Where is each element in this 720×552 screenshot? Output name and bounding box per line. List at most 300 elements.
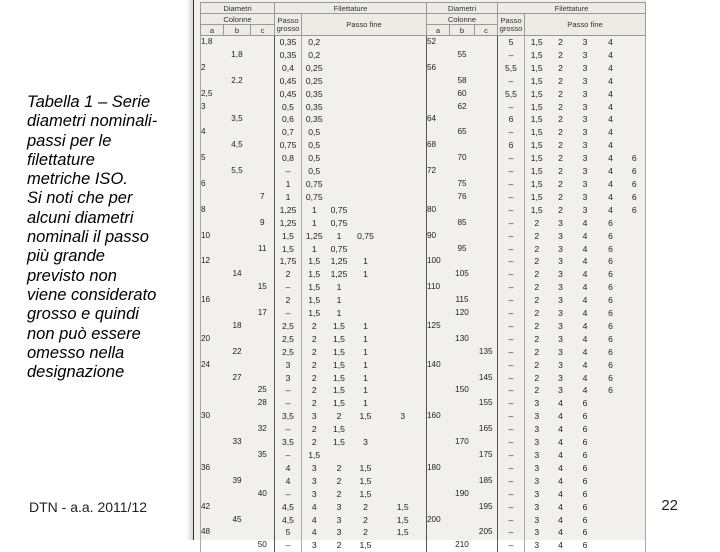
table-cell: 2 xyxy=(558,75,563,86)
table-cell: 0,6 xyxy=(275,113,302,126)
table-cell: 17 xyxy=(257,308,267,318)
table-cell: 160 xyxy=(427,410,450,423)
table-cell xyxy=(475,62,498,75)
table-cell: 2 xyxy=(558,37,563,47)
table-row xyxy=(201,488,646,501)
table-cell: 48 xyxy=(201,526,224,539)
table-cell xyxy=(251,113,275,126)
table-cell xyxy=(201,307,224,320)
table-cell xyxy=(450,204,475,217)
table-cell xyxy=(380,178,427,191)
table-cell: 3 xyxy=(558,230,563,241)
table-row xyxy=(201,113,646,126)
table-cell xyxy=(251,462,275,475)
table-cell: 150 xyxy=(455,385,469,395)
table-cell: 55 xyxy=(457,49,467,59)
table-cell xyxy=(251,346,275,359)
table-cell: 0,75 xyxy=(275,139,302,152)
page-number: 22 xyxy=(661,497,678,514)
table-cell: 130 xyxy=(455,333,469,343)
table-cell xyxy=(598,526,624,539)
table-cell xyxy=(427,423,450,436)
table-cell xyxy=(380,539,427,552)
table-cell: 145 xyxy=(478,372,493,382)
scan-edge-shadow xyxy=(186,0,193,540)
table-cell: 24 xyxy=(201,359,224,372)
table-cell: 2 xyxy=(525,268,549,281)
table-cell: 90 xyxy=(427,230,450,243)
table-row xyxy=(201,281,646,294)
table-cell xyxy=(624,423,646,436)
table-cell xyxy=(475,36,498,49)
table-cell: 5 xyxy=(201,152,224,165)
table-cell: – xyxy=(275,307,302,320)
table-cell: – xyxy=(498,217,525,230)
table-cell xyxy=(327,449,352,462)
table-cell: 3 xyxy=(582,75,588,86)
table-cell: 1 xyxy=(363,346,368,357)
table-cell: 2 xyxy=(302,423,327,436)
table-cell: 4 xyxy=(608,62,613,73)
table-cell xyxy=(224,281,251,294)
table-cell: – xyxy=(498,526,525,539)
table-cell: 2 xyxy=(302,333,327,346)
table-cell xyxy=(251,255,275,268)
table-cell: 2 xyxy=(201,62,224,75)
table-cell: 7 xyxy=(259,191,265,201)
table-cell xyxy=(450,397,475,410)
table-cell: 6 xyxy=(608,282,613,293)
table-cell: 0,35 xyxy=(275,49,302,62)
table-cell xyxy=(380,165,427,178)
table-cell xyxy=(380,320,427,333)
table-cell xyxy=(201,514,224,527)
table-cell: 4 xyxy=(608,37,613,47)
table-cell: 4 xyxy=(558,411,563,422)
table-cell: 2 xyxy=(336,462,342,473)
table-cell xyxy=(352,113,380,126)
table-cell: 4 xyxy=(558,488,563,499)
table-cell xyxy=(380,423,427,436)
table-cell: 4 xyxy=(582,320,588,331)
table-cell: 6 xyxy=(608,256,613,267)
table-cell: 3 xyxy=(582,62,588,73)
table-cell xyxy=(427,126,450,139)
table-cell xyxy=(598,410,624,423)
table-cell xyxy=(251,204,275,217)
table-cell xyxy=(475,384,498,397)
table-cell xyxy=(352,243,380,256)
table-cell: 16 xyxy=(201,294,224,307)
table-cell xyxy=(475,178,498,191)
table-cell: 6 xyxy=(582,450,588,460)
table-cell xyxy=(475,101,498,114)
table-cell xyxy=(201,281,224,294)
table-cell: 4 xyxy=(582,243,588,254)
table-cell: – xyxy=(498,488,525,501)
table-cell: 0,75 xyxy=(302,191,327,204)
table-cell: 5,5 xyxy=(498,62,525,75)
table-cell: 5 xyxy=(498,36,525,49)
table-cell: 4 xyxy=(608,191,613,202)
table-cell xyxy=(624,539,646,552)
table-cell: 4 xyxy=(608,166,613,177)
table-cell xyxy=(251,320,275,333)
table-cell: – xyxy=(275,423,302,436)
table-cell: 68 xyxy=(427,139,450,152)
table-cell xyxy=(475,255,498,268)
table-cell: 3 xyxy=(582,204,588,215)
table-cell: 1,25 xyxy=(302,230,327,243)
table-cell xyxy=(251,268,275,281)
table-cell: 3 xyxy=(582,49,588,60)
table-cell xyxy=(598,475,624,488)
table-cell: 85 xyxy=(457,217,467,227)
table-cell: 2 xyxy=(302,359,327,372)
table-cell: 170 xyxy=(455,437,469,447)
table-cell xyxy=(380,307,427,320)
table-cell xyxy=(380,462,427,475)
table-cell: 6 xyxy=(608,217,613,228)
table-cell: 0,2 xyxy=(302,49,327,62)
table-cell xyxy=(427,372,450,385)
table-cell xyxy=(450,62,475,75)
table-cell: 3,5 xyxy=(275,436,302,449)
table-cell: 0,25 xyxy=(302,62,327,75)
table-cell xyxy=(450,320,475,333)
table-cell: 6 xyxy=(201,178,224,191)
table-cell xyxy=(352,75,380,88)
table-cell xyxy=(224,126,251,139)
table-cell: 2 xyxy=(363,514,368,525)
table-cell: 1 xyxy=(363,256,368,267)
table-cell xyxy=(201,217,224,230)
table-cell xyxy=(380,255,427,268)
table-cell: 1,8 xyxy=(201,36,224,49)
table-cell: 185 xyxy=(478,475,493,485)
table-cell xyxy=(327,75,352,88)
table-cell: 1,5 xyxy=(525,113,549,126)
table-cell: 4 xyxy=(608,127,613,138)
table-cell xyxy=(475,514,498,527)
table-cell xyxy=(427,178,450,191)
table-cell: 70 xyxy=(457,153,467,163)
table-cell: 1,5 xyxy=(359,540,372,551)
table-cell xyxy=(380,101,427,114)
table-cell: – xyxy=(498,397,525,410)
table-cell: 6 xyxy=(498,139,525,152)
table-cell xyxy=(380,139,427,152)
table-cell: 1,5 xyxy=(525,101,549,114)
table-cell: 20 xyxy=(201,333,224,346)
table-cell: 1 xyxy=(275,191,302,204)
table-cell: – xyxy=(498,384,525,397)
table-cell xyxy=(352,88,380,101)
table-cell: – xyxy=(498,101,525,114)
table-cell: 2,5 xyxy=(201,88,224,101)
table-cell xyxy=(427,217,450,230)
table-cell: 1,5 xyxy=(333,398,345,409)
table-cell: 1,5 xyxy=(525,62,549,75)
table-cell: – xyxy=(498,152,525,165)
table-cell xyxy=(224,294,251,307)
table-cell: 6 xyxy=(624,152,646,165)
table-cell: 36 xyxy=(201,462,224,475)
table-cell xyxy=(598,449,624,462)
table-cell: 2 xyxy=(558,88,563,99)
table-cell xyxy=(427,75,450,88)
table-caption: Tabella 1 – Serie diametri nominali- passi per le filettature metriche ISO. Si noti che per alcuni diametri nominali il passo più grande previsto non viene considerato grosso e quindi non può essere omesso nella designazione xyxy=(27,93,158,382)
table-cell xyxy=(251,333,275,346)
table-cell xyxy=(224,36,251,49)
table-cell xyxy=(624,126,646,139)
table-cell xyxy=(251,410,275,423)
table-cell xyxy=(475,126,498,139)
table-cell: 1,5 xyxy=(359,411,372,422)
table-cell xyxy=(352,36,380,49)
table-cell: 4 xyxy=(582,217,588,228)
table-cell: 195 xyxy=(478,501,493,511)
table-cell xyxy=(380,397,427,410)
table-cell: 4 xyxy=(558,501,563,512)
table-cell: 3 xyxy=(582,178,588,189)
table-cell: 2 xyxy=(302,372,327,385)
table-cell: 0,45 xyxy=(275,88,302,101)
table-cell xyxy=(201,397,224,410)
table-cell: 1 xyxy=(363,385,368,396)
table-cell xyxy=(380,488,427,501)
table-cell: 33 xyxy=(232,437,242,447)
table-cell: 11 xyxy=(258,243,267,253)
table-cell: 1 xyxy=(302,217,327,230)
table-cell: 1 xyxy=(363,269,368,280)
table-cell xyxy=(450,165,475,178)
table-cell xyxy=(450,139,475,152)
table-cell: 6 xyxy=(582,411,588,422)
table-cell xyxy=(327,178,352,191)
table-cell xyxy=(475,113,498,126)
table-cell xyxy=(224,333,251,346)
table-cell xyxy=(598,397,624,410)
table-cell: 3 xyxy=(558,243,563,254)
table-cell xyxy=(352,449,380,462)
table-cell: 4,5 xyxy=(275,501,302,514)
table-cell xyxy=(427,88,450,101)
table-cell: 3 xyxy=(582,166,588,177)
table-cell: 2,5 xyxy=(275,333,302,346)
table-cell xyxy=(251,230,275,243)
table-cell: 2 xyxy=(302,384,327,397)
table-cell xyxy=(624,75,646,88)
table-cell: – xyxy=(498,281,525,294)
table-cell: 4 xyxy=(302,526,327,539)
table-cell xyxy=(450,410,475,423)
table-cell xyxy=(450,423,475,436)
table-cell xyxy=(224,255,251,268)
table-cell: 3 xyxy=(302,488,327,501)
table-cell: – xyxy=(498,178,525,191)
table-cell: – xyxy=(498,75,525,88)
table-cell: 4 xyxy=(582,295,588,306)
table-cell xyxy=(475,436,498,449)
table-cell: – xyxy=(498,191,525,204)
table-cell: – xyxy=(498,165,525,178)
table-cell xyxy=(624,113,646,126)
table-cell xyxy=(224,243,251,256)
table-cell: 42 xyxy=(201,501,224,514)
table-cell xyxy=(624,243,646,256)
table-cell: 1 xyxy=(336,230,342,241)
table-cell: 1 xyxy=(275,178,302,191)
table-cell xyxy=(598,501,624,514)
table-cell xyxy=(475,217,498,230)
table-cell: 3 xyxy=(525,514,549,527)
table-row xyxy=(201,372,646,385)
table-cell xyxy=(352,139,380,152)
table-cell xyxy=(352,217,380,230)
table-cell: 3 xyxy=(525,462,549,475)
header-diametri-left: Diametri xyxy=(201,3,275,14)
table-cell: 40 xyxy=(257,488,267,498)
table-cell: 6 xyxy=(608,308,613,319)
table-cell xyxy=(380,88,427,101)
table-cell: 3 xyxy=(582,37,588,47)
table-cell xyxy=(598,514,624,527)
table-cell xyxy=(201,75,224,88)
table-cell xyxy=(380,126,427,139)
table-cell: 2 xyxy=(525,307,549,320)
table-cell xyxy=(201,165,224,178)
table-cell xyxy=(624,88,646,101)
table-cell: 0,75 xyxy=(330,204,348,215)
table-cell: 39 xyxy=(232,475,242,485)
table-row xyxy=(201,139,646,152)
table-cell: – xyxy=(498,320,525,333)
table-cell: 0,75 xyxy=(330,243,348,254)
table-cell: 210 xyxy=(455,540,469,550)
table-cell xyxy=(201,384,224,397)
table-cell: 4 xyxy=(582,372,588,383)
table-cell: 4 xyxy=(558,475,563,486)
table-cell: 3 xyxy=(336,514,342,525)
table-cell: 3 xyxy=(558,269,563,280)
table-cell: 1 xyxy=(302,243,327,256)
table-cell: 0,5 xyxy=(302,152,327,165)
table-cell: 1,5 xyxy=(302,449,327,462)
table-cell: 6 xyxy=(582,475,588,486)
table-cell: 6 xyxy=(608,230,613,241)
table-cell: 6 xyxy=(608,385,613,396)
table-cell xyxy=(352,307,380,320)
table-cell xyxy=(251,139,275,152)
table-cell: 1,5 xyxy=(359,462,372,473)
table-cell xyxy=(427,488,450,501)
table-cell xyxy=(450,346,475,359)
table-row xyxy=(201,384,646,397)
table-cell: 1,5 xyxy=(525,178,549,191)
table-cell: 6 xyxy=(608,372,613,383)
table-row xyxy=(201,436,646,449)
table-cell: 0,45 xyxy=(275,75,302,88)
table-cell: 2 xyxy=(525,255,549,268)
table-cell: 2 xyxy=(558,191,563,202)
table-cell xyxy=(224,462,251,475)
table-cell xyxy=(380,62,427,75)
table-cell: 95 xyxy=(457,243,467,253)
table-cell: 1 xyxy=(336,295,342,306)
table-cell xyxy=(624,268,646,281)
table-cell xyxy=(475,204,498,217)
table-cell xyxy=(624,139,646,152)
table-cell xyxy=(475,165,498,178)
table-cell: 10 xyxy=(201,230,224,243)
table-cell: 0,7 xyxy=(275,126,302,139)
table-cell xyxy=(475,152,498,165)
table-cell: 2 xyxy=(336,488,342,499)
table-cell: 4 xyxy=(558,462,563,473)
table-cell xyxy=(598,488,624,501)
table-cell: 3 xyxy=(558,346,563,357)
table-cell: 1,5 xyxy=(525,49,549,62)
table-cell: 2 xyxy=(525,281,549,294)
table-cell: – xyxy=(498,255,525,268)
table-cell: 2 xyxy=(558,114,563,125)
table-cell: – xyxy=(498,475,525,488)
table-cell: – xyxy=(498,410,525,423)
table-cell xyxy=(251,372,275,385)
table-cell: 1,25 xyxy=(330,256,348,267)
table-cell: 1,25 xyxy=(275,204,302,217)
table-row xyxy=(201,333,646,346)
table-cell: 1,5 xyxy=(525,152,549,165)
table-cell: 9 xyxy=(259,217,265,227)
table-cell: – xyxy=(498,346,525,359)
table-cell: 3 xyxy=(558,372,563,383)
table-cell xyxy=(224,449,251,462)
table-cell: 140 xyxy=(427,359,450,372)
table-cell xyxy=(450,359,475,372)
table-cell: 1 xyxy=(302,204,327,217)
table-cell: 5,5 xyxy=(231,166,243,176)
table-cell: 3 xyxy=(525,436,549,449)
header-col-b-right: b xyxy=(450,25,475,36)
table-cell xyxy=(251,126,275,139)
table-cell: 4 xyxy=(582,385,588,396)
table-cell xyxy=(624,101,646,114)
table-cell: 2 xyxy=(525,320,549,333)
table-cell: 0,75 xyxy=(357,230,374,241)
table-cell: 58 xyxy=(457,75,467,85)
table-cell xyxy=(475,320,498,333)
table-cell: 0,5 xyxy=(275,101,302,114)
table-cell: 2 xyxy=(525,243,549,256)
table-cell xyxy=(380,384,427,397)
table-cell xyxy=(327,165,352,178)
table-cell xyxy=(427,501,450,514)
table-cell xyxy=(352,49,380,62)
table-row xyxy=(201,101,646,114)
table-cell: 2 xyxy=(558,178,563,189)
table-cell: 2 xyxy=(558,166,563,177)
table-cell: 6 xyxy=(582,514,588,525)
table-cell: 1 xyxy=(336,282,342,293)
table-row xyxy=(201,255,646,268)
table-cell xyxy=(475,230,498,243)
table-cell xyxy=(224,397,251,410)
table-cell: 1,5 xyxy=(359,475,372,486)
table-cell: 4 xyxy=(558,527,563,538)
table-cell: 3 xyxy=(275,372,302,385)
